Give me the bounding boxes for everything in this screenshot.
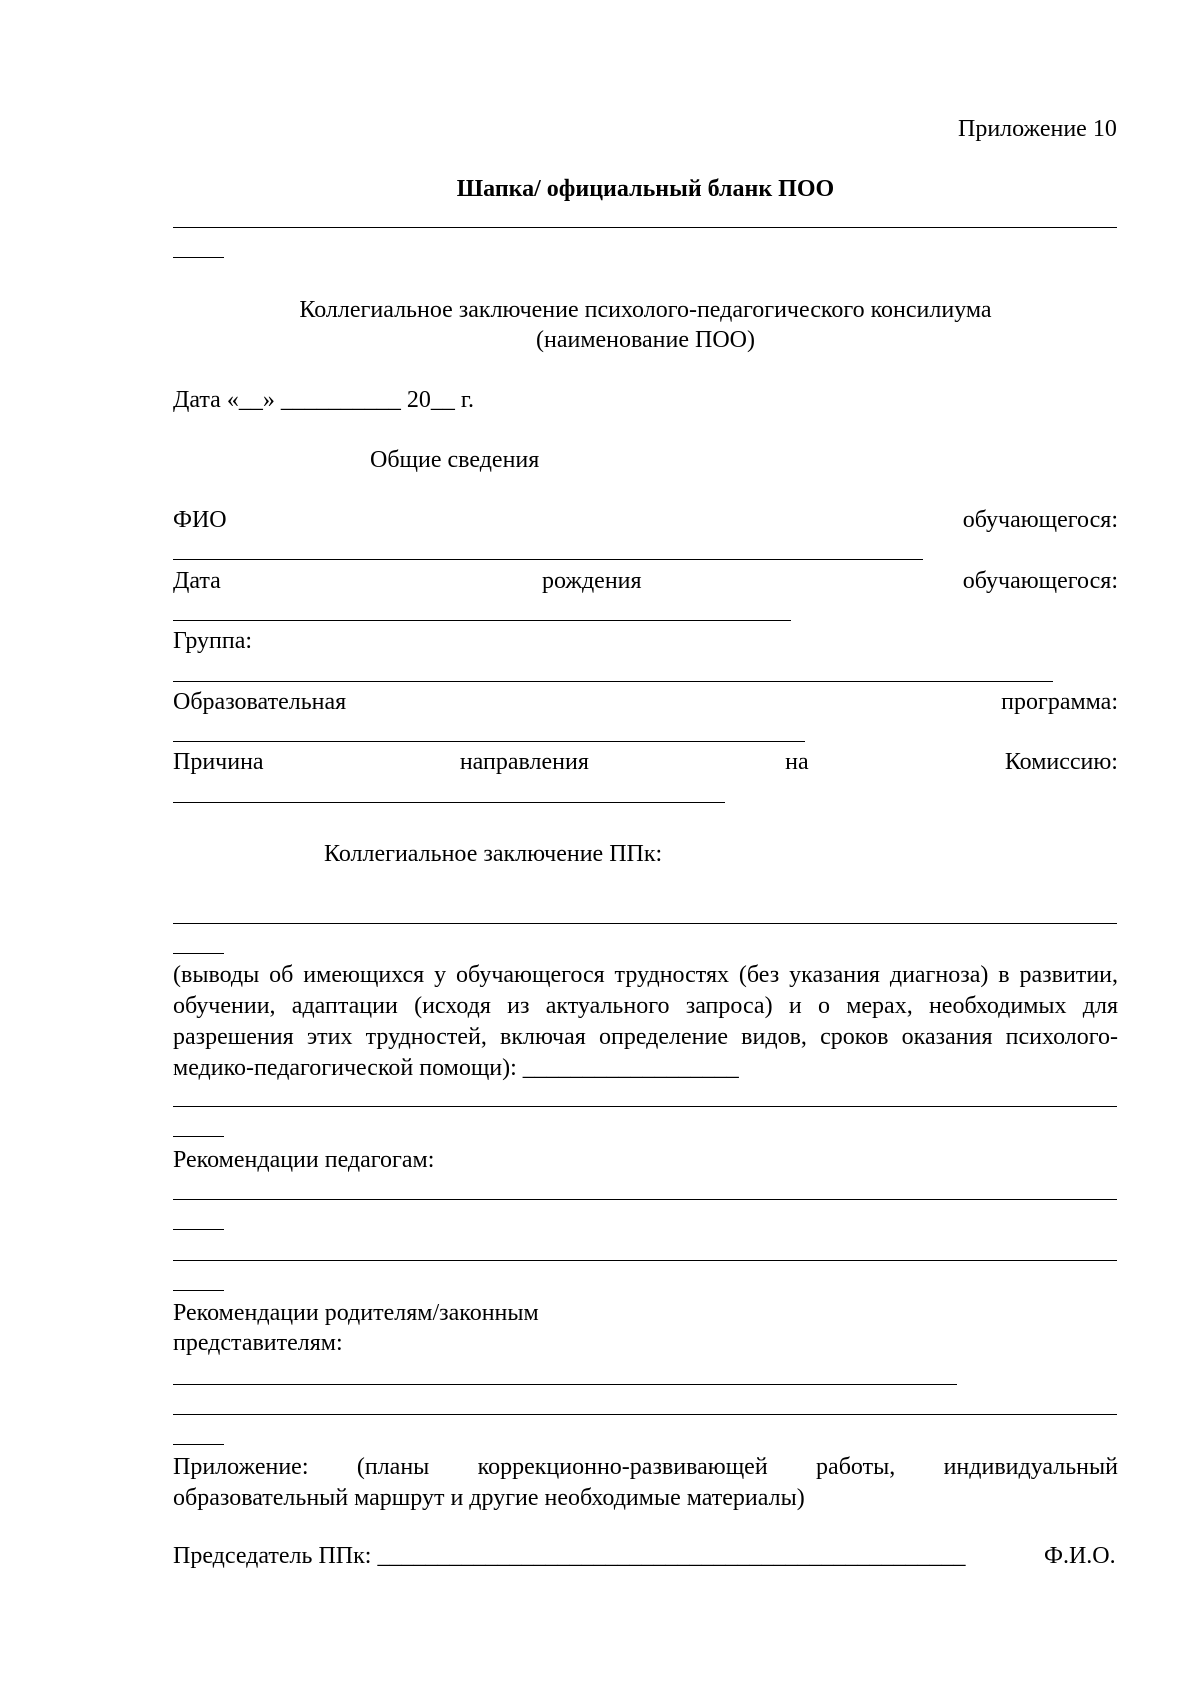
teachers-recommendations-label: Рекомендации педагогам: xyxy=(173,1147,435,1173)
document-title: Коллегиальное заключение психолого-педагогического консилиума xyxy=(299,297,992,323)
parents-recommendations-field-2-tail xyxy=(173,1444,224,1445)
program-label-end: программа: xyxy=(1001,689,1118,715)
document-subtitle: (наименование ПОО) xyxy=(535,327,755,353)
conclusion-field[interactable] xyxy=(173,923,1117,924)
birth-date-line xyxy=(173,566,1118,596)
program-line xyxy=(173,687,1118,717)
header-title: Шапка/ официальный бланк ПОО xyxy=(456,176,835,202)
parents-recommendations-label: Рекомендации родителям/законным xyxy=(173,1300,539,1326)
conclusion-note: (выводы об имеющихся у обучающегося трудностях (без указания диагноза) в развитии, обучении, адаптации (исходя из актуального запроса) и о мерах, необходимых для разрешения этих трудностей, включая определение видов, сроков оказания психолого-медико-педагогической помощи): __________________ xyxy=(173,962,1118,1081)
teachers-recommendations-field-2[interactable] xyxy=(173,1260,1117,1261)
birth-date-word-1: Дата xyxy=(173,568,221,594)
chair-fio: Ф.И.О. xyxy=(1044,1543,1116,1569)
referral-reason-line xyxy=(173,747,1118,777)
group-field[interactable] xyxy=(173,681,1053,682)
parents-recommendations-field-1[interactable] xyxy=(173,1384,957,1385)
student-name-label: ФИО xyxy=(173,507,227,533)
teachers-recommendations-field-1-tail xyxy=(173,1229,224,1230)
referral-word-3: на xyxy=(785,749,809,775)
program-label: Образовательная xyxy=(173,689,347,715)
conclusion-extra-field-tail xyxy=(173,1136,224,1137)
parents-recommendations-field-2[interactable] xyxy=(173,1414,1117,1415)
conclusion-field-tail xyxy=(173,953,224,954)
student-name-line xyxy=(173,505,1118,535)
teachers-recommendations-field-1[interactable] xyxy=(173,1199,1117,1200)
referral-reason-field[interactable] xyxy=(173,802,725,803)
header-rule-tail xyxy=(173,257,224,258)
birth-date-word-2: рождения xyxy=(541,568,642,594)
student-name-field[interactable] xyxy=(173,559,923,560)
group-label: Группа: xyxy=(173,628,253,654)
header-rule xyxy=(173,227,1117,228)
referral-word-2: направления xyxy=(459,749,589,775)
conclusion-title: Коллегиальное заключение ППк: xyxy=(324,841,663,867)
appendix-label: Приложение 10 xyxy=(958,116,1117,142)
conclusion-extra-field[interactable] xyxy=(173,1106,1117,1107)
parents-recommendations-label-2: представителям: xyxy=(173,1330,343,1356)
program-field[interactable] xyxy=(173,741,805,742)
teachers-recommendations-field-2-tail xyxy=(173,1290,224,1291)
birth-date-word-3: обучающегося: xyxy=(962,568,1118,594)
referral-word-4: Комиссию: xyxy=(1004,749,1118,775)
birth-date-field[interactable] xyxy=(173,620,791,621)
student-name-label-end: обучающегося: xyxy=(962,507,1118,533)
date-line: Дата «__» __________ 20__ г. xyxy=(173,387,474,413)
chair-signature-line: Председатель ППк: _________________________________________________ xyxy=(173,1543,966,1569)
appendix-note: Приложение: (планы коррекционно-развивающей работы, индивидуальный образовательный маршрут и другие необходимые материалы) xyxy=(173,1454,1118,1511)
general-section-title: Общие сведения xyxy=(370,447,540,473)
referral-word-1: Причина xyxy=(173,749,264,775)
